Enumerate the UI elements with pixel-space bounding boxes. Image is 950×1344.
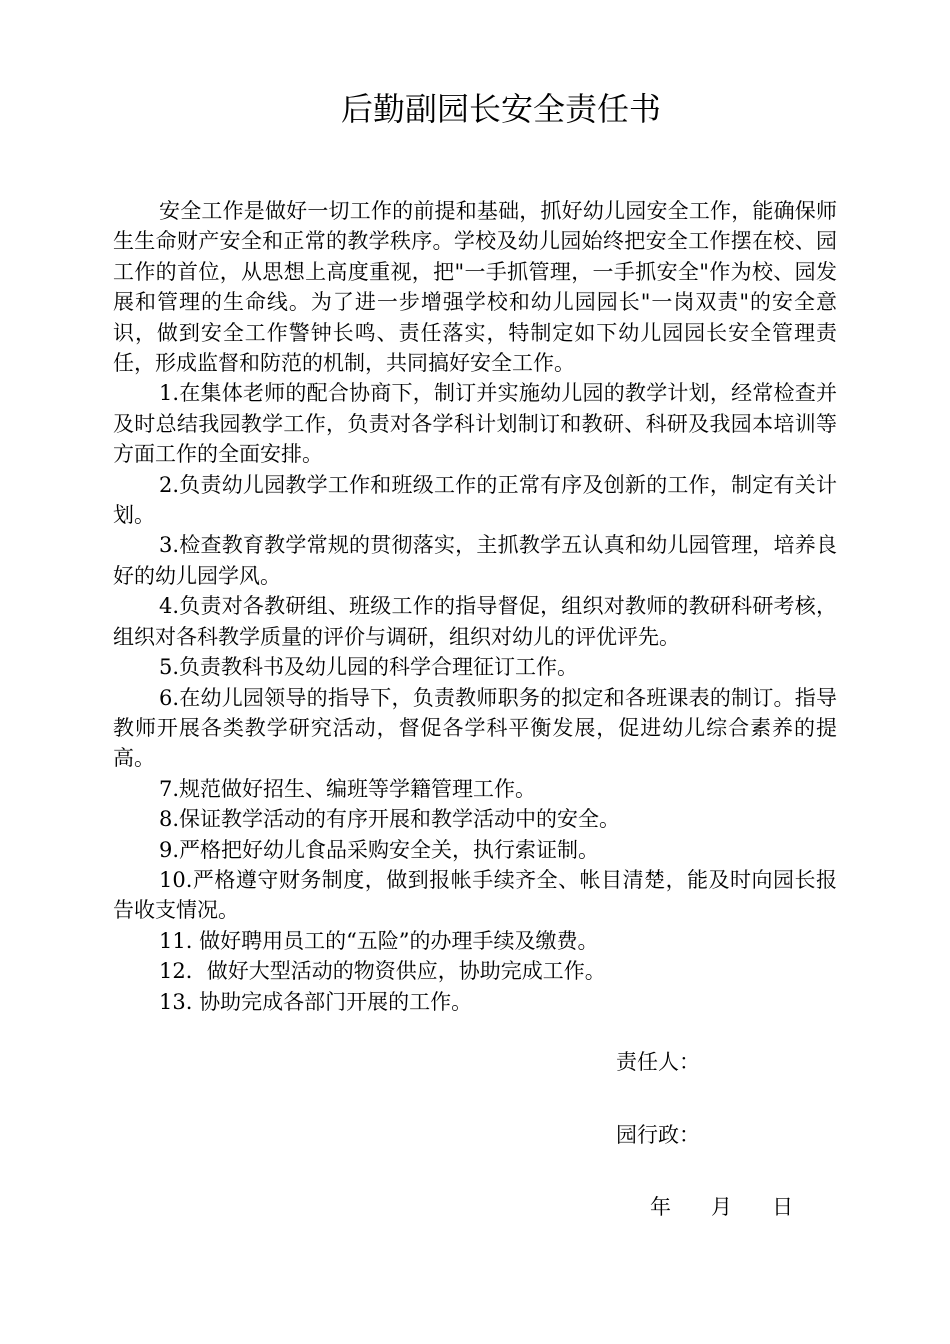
document-title: 后勤副园长安全责任书 [340, 90, 661, 128]
clause-8: 8.保证教学活动的有序开展和教学活动中的安全。 [159, 807, 621, 832]
clause-4: 4.负责对各教研组、班级工作的指导督促，组织对教师的教研科研考核，组织对各科教学质量的评价与调研，组织对幼儿的评优评先。 [113, 594, 837, 649]
administration-label: 园行政： [616, 1123, 700, 1147]
clause-12: 12．做好大型活动的物资供应，协助完成工作。 [159, 959, 606, 984]
clause-13: 13. 协助完成各部门开展的工作。 [159, 989, 473, 1014]
clause-11: 11. 做好聘用员工的“五险”的办理手续及缴费。 [159, 928, 599, 953]
clause-9: 9.严格把好幼儿食品采购安全关，执行索证制。 [159, 837, 600, 862]
clause-5: 5.负责教科书及幼儿园的科学合理征订工作。 [159, 655, 579, 680]
document-body [113, 196, 837, 1017]
clause-3: 3.检查教育教学常规的贯彻落实，主抓教学五认真和幼儿园管理，培养良好的幼儿园学风。 [113, 533, 837, 588]
clause-1: 1.在集体老师的配合协商下，制订并实施幼儿园的教学计划，经常检查并及时总结我园教学工作，负责对各学科计划制订和教研、科研及我园本培训等方面工作的全面安排。 [113, 381, 837, 467]
clause-6: 6.在幼儿园领导的指导下，负责教师职务的拟定和各班课表的制订。指导教师开展各类教学研究活动，督促各学科平衡发展，促进幼儿综合素养的提高。 [113, 685, 837, 771]
date-line: 年 月 日 [650, 1195, 794, 1219]
clause-2: 2.负责幼儿园教学工作和班级工作的正常有序及创新的工作，制定有关计划。 [113, 472, 837, 528]
clause-10: 10.严格遵守财务制度，做到报帐手续齐全、帐目清楚，能及时向园长报告收支情况。 [113, 867, 837, 923]
clause-7: 7.规范做好招生、编班等学籍管理工作。 [159, 776, 537, 801]
intro-paragraph: 安全工作是做好一切工作的前提和基础，抓好幼儿园安全工作，能确保师生生命财产安全和正常的教学秩序。学校及幼儿园始终把安全工作摆在校、园工作的首位，从思想上高度重视，把"一手抓管理，一手抓安全"作为校、园发展和管理的生命线。为了进一步增强学校和幼儿园园长"一岗双责"的安全意识，做到安全工作警钟长鸣、责任落实，特制定如下幼儿园园长安全管理责任，形成监督和防范的机制，共同搞好安全工作。 [113, 199, 837, 376]
responsible-person-label: 责任人： [616, 1050, 700, 1074]
